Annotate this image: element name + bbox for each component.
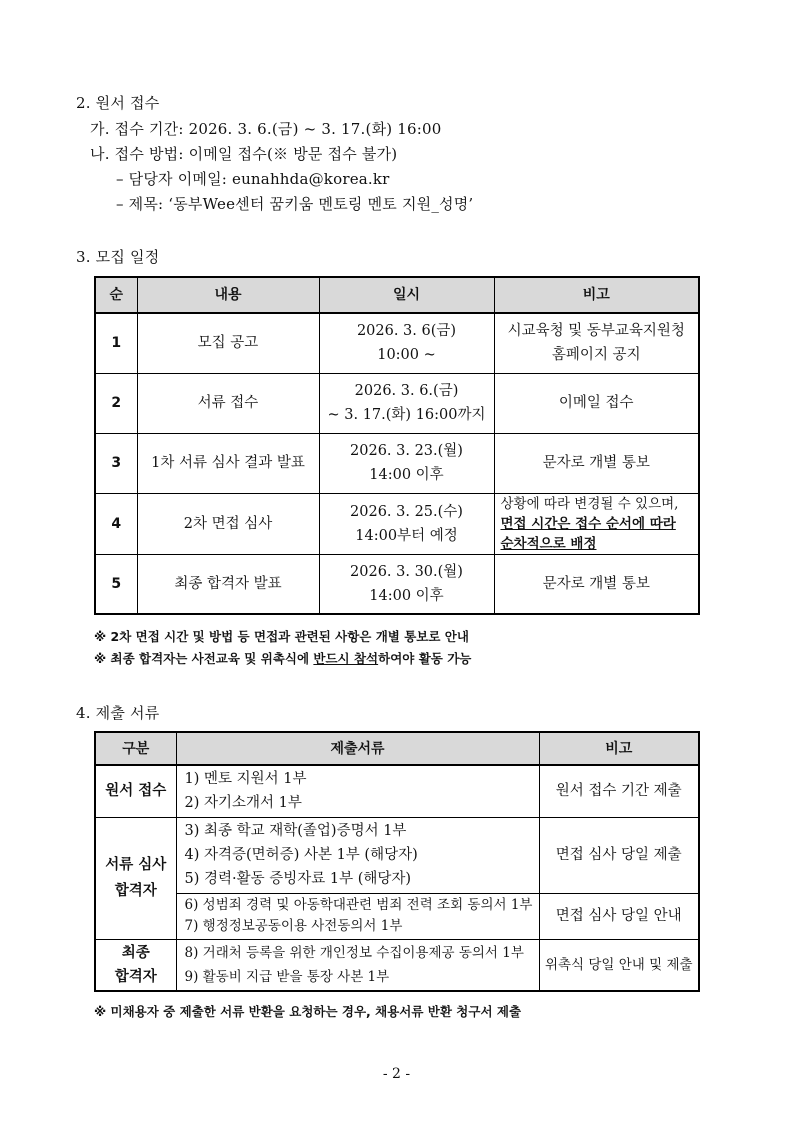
table-row	[95, 817, 699, 893]
contact-email: – 담당자 이메일: eunahhda@korea.kr	[116, 170, 390, 188]
row-remark: 시교육청 및 동부교육지원청 홈페이지 공지	[494, 313, 699, 373]
documents-table	[94, 731, 700, 992]
documents-list: 3) 최종 학교 재학(졸업)증명서 1부 4) 자격증(면허증) 사본 1부 (해당자) 5) 경력·활동 증빙자료 1부 (해당자)	[176, 817, 539, 893]
row-no: 1	[95, 313, 137, 373]
row-content: 1차 서류 심사 결과 발표	[137, 433, 319, 493]
row-no: 5	[95, 554, 137, 614]
category-final-pass: 최종 합격자	[95, 939, 176, 991]
schedule-table	[94, 276, 700, 615]
row-remark: 상황에 따라 변경될 수 있으며, 면접 시간은 접수 순서에 따라 순차적으로 배정	[494, 493, 699, 554]
application-period: 가. 접수 기간: 2026. 3. 6.(금) ~ 3. 17.(화) 16:00	[90, 120, 442, 138]
row-content: 최종 합격자 발표	[137, 554, 319, 614]
table-row	[95, 493, 699, 554]
section2-heading: 2. 원서 접수	[76, 94, 160, 112]
row-remark: 문자로 개별 통보	[494, 554, 699, 614]
row-no: 2	[95, 373, 137, 433]
page-number: - 2 -	[382, 1066, 411, 1082]
row-datetime: 2026. 3. 30.(월) 14:00 이후	[319, 554, 494, 614]
table-row	[95, 433, 699, 493]
documents-remark: 위촉식 당일 안내 및 제출	[539, 939, 699, 991]
table-row	[95, 765, 699, 817]
header-category: 구분	[95, 732, 176, 765]
row-no: 4	[95, 493, 137, 554]
section4-heading: 4. 제출 서류	[76, 704, 160, 722]
row-datetime: 2026. 3. 23.(월) 14:00 이후	[319, 433, 494, 493]
documents-remark: 원서 접수 기간 제출	[539, 765, 699, 817]
email-subject: – 제목: ‘동부Wee센터 꿈키움 멘토링 멘토 지원_성명’	[116, 195, 474, 213]
documents-list: 8) 거래처 등록을 위한 개인정보 수집이용제공 동의서 1부 9) 활동비 지급 받을 통장 사본 1부	[176, 939, 539, 991]
table-row	[95, 939, 699, 991]
row-content: 2차 면접 심사	[137, 493, 319, 554]
row-remark: 문자로 개별 통보	[494, 433, 699, 493]
application-method: 나. 접수 방법: 이메일 접수(※ 방문 접수 불가)	[90, 145, 398, 163]
header-remark: 비고	[494, 277, 699, 313]
table-row	[95, 554, 699, 614]
header-content: 내용	[137, 277, 319, 313]
schedule-note-2: ※ 최종 합격자는 사전교육 및 위촉식에 반드시 참석하여야 활동 가능	[94, 651, 472, 666]
header-remark: 비고	[539, 732, 699, 765]
header-documents: 제출서류	[176, 732, 539, 765]
schedule-header-row	[95, 277, 699, 313]
table-row	[95, 313, 699, 373]
table-row	[95, 373, 699, 433]
row-no: 3	[95, 433, 137, 493]
schedule-note-1: ※ 2차 면접 시간 및 방법 등 면접과 관련된 사항은 개별 통보로 안내	[94, 629, 469, 644]
row-datetime: 2026. 3. 6(금) 10:00 ~	[319, 313, 494, 373]
documents-note: ※ 미채용자 중 제출한 서류 반환을 요청하는 경우, 채용서류 반환 청구서 제출	[94, 1004, 522, 1019]
documents-list: 1) 멘토 지원서 1부 2) 자기소개서 1부	[176, 765, 539, 817]
row-remark: 이메일 접수	[494, 373, 699, 433]
documents-list: 6) 성범죄 경력 및 아동학대관련 범죄 전력 조회 동의서 1부 7) 행정정보공동이용 사전동의서 1부	[176, 893, 539, 939]
section3-heading: 3. 모집 일정	[76, 248, 160, 266]
row-content: 모집 공고	[137, 313, 319, 373]
documents-remark: 면접 심사 당일 제출	[539, 817, 699, 893]
category-application: 원서 접수	[95, 765, 176, 817]
category-document-pass: 서류 심사 합격자	[95, 817, 176, 939]
row-datetime: 2026. 3. 25.(수) 14:00부터 예정	[319, 493, 494, 554]
table-row	[95, 893, 699, 939]
row-datetime: 2026. 3. 6.(금) ~ 3. 17.(화) 16:00까지	[319, 373, 494, 433]
documents-remark: 면접 심사 당일 안내	[539, 893, 699, 939]
header-datetime: 일시	[319, 277, 494, 313]
documents-header-row	[95, 732, 699, 765]
header-no: 순	[95, 277, 137, 313]
row-content: 서류 접수	[137, 373, 319, 433]
